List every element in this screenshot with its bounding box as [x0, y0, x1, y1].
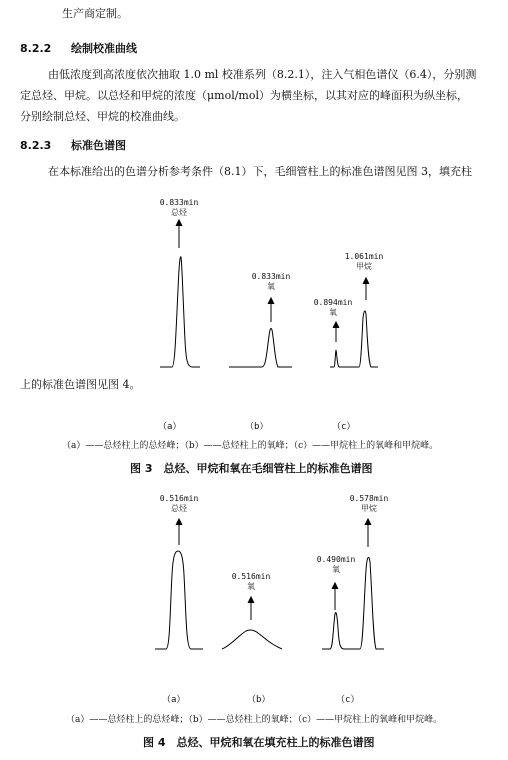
peak-time: 0.833min — [159, 198, 199, 207]
peak-name: 氧 — [267, 282, 275, 291]
peak-curve — [155, 551, 203, 649]
section-title: 绘制校准曲线 — [71, 42, 138, 55]
paragraph-line: 分别绘制总烃、甲烷的校准曲线。 — [20, 110, 185, 123]
arrow-head — [365, 519, 371, 525]
fig4-b-chromatogram — [222, 597, 282, 649]
peak-name: 甲烷 — [356, 262, 372, 271]
peak-name: 总烃 — [171, 504, 187, 513]
section-number: 8.2.2 — [20, 42, 52, 55]
peak-name: 总烃 — [171, 208, 187, 217]
peak-time: 0.490min — [316, 555, 356, 564]
fig4-caption: （a）——总烃柱上的总烃峰；（b）——总烃柱上的氧峰；（c）——甲烷柱上的氧峰和甲烷峰。 — [66, 715, 443, 725]
peak-name: 甲烷 — [361, 504, 377, 513]
fig4-a-chromatogram — [155, 519, 203, 649]
peak-time: 0.516min — [231, 572, 271, 581]
peak-name: 氧 — [329, 308, 337, 317]
arrow-head — [248, 597, 254, 603]
paragraph-line: 在本标准给出的色谱分析参考条件（8.1）下，毛细管柱上的标准色谱图见图 3，填充柱 — [48, 165, 472, 178]
fig3-title: 图 3 总烃、甲烷和氧在毛细管柱上的标准色谱图 — [130, 462, 373, 475]
fig4-subfigure-label-a: （a） — [162, 695, 186, 705]
fig4-title: 图 4 总烃、甲烷和氧在填充柱上的标准色谱图 — [143, 736, 375, 749]
peak-time: 0.894min — [313, 298, 353, 307]
peak-curve — [322, 557, 384, 649]
peak-time: 0.833min — [251, 272, 291, 281]
fig4-subfigure-label-b: （b） — [247, 695, 271, 705]
section-title: 标准色谱图 — [71, 139, 127, 152]
arrow-head — [176, 519, 182, 525]
arrow-head — [332, 583, 338, 589]
peak-time: 0.578min — [349, 494, 389, 503]
fig3-subfigure-label-b: （b） — [245, 422, 269, 432]
fig3-caption: （a）——总烃柱上的总烃峰；（b）——总烃柱上的氧峰；（c）——甲烷柱上的氧峰和甲烷峰。 — [62, 441, 439, 451]
section-number: 8.2.3 — [20, 139, 52, 152]
peak-name: 氧 — [332, 565, 340, 574]
peak-time: 1.061min — [344, 252, 384, 261]
paragraph-line: 上的标准色谱图见图 4。 — [20, 378, 141, 391]
fig3-subfigure-label-a: （a） — [158, 422, 182, 432]
peak-name: 氧 — [247, 582, 255, 591]
peak-time: 0.516min — [159, 494, 199, 503]
paragraph-line: 定总烃、甲烷。以总烃和甲烷的浓度（μmol/mol）为横坐标，以其对应的峰面积为纵坐标， — [20, 89, 468, 102]
paragraph-line: 由低浓度到高浓度依次抽取 1.0 ml 校准系列（8.2.1），注入气相色谱仪（6.4），分别测 — [48, 68, 477, 81]
top-line: 生产商定制。 — [62, 7, 128, 20]
peak-curve — [222, 630, 282, 649]
fig4-c-chromatogram — [322, 519, 384, 649]
fig4-subfigure-label-c: （c） — [336, 695, 360, 705]
fig3-subfigure-label-c: （c） — [332, 422, 356, 432]
